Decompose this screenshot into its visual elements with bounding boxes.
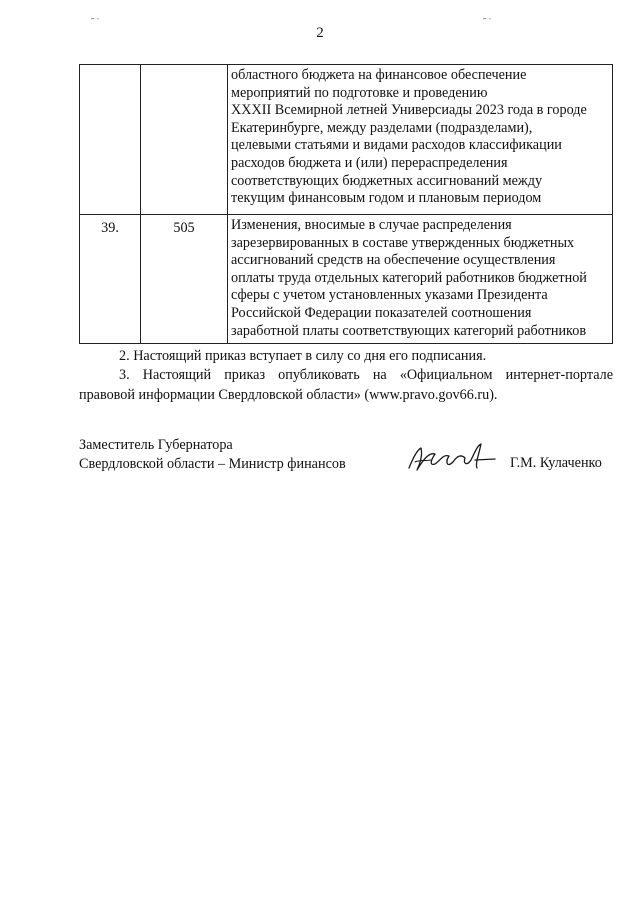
row-number-cell: 39.	[80, 215, 141, 344]
table-row	[80, 65, 613, 215]
handwritten-signature	[405, 440, 505, 476]
description-line: текущим финансовым годом и плановым периодом	[231, 190, 542, 207]
position-line: Свердловской области – Министр финансов	[79, 456, 346, 472]
position-line: Заместитель Губернатора	[79, 437, 233, 453]
description-line: XXXII Всемирной летней Универсиады 2023 года в городе	[231, 102, 587, 119]
top-mark-right: ˉˈ	[483, 17, 494, 28]
row-code-cell	[141, 65, 228, 215]
description-line: расходов бюджета и (или) перераспределения	[231, 154, 508, 171]
description-line: Екатеринбурге, между разделами (подразделами),	[231, 119, 533, 136]
page-number: 2	[316, 25, 324, 41]
description-line: сферы с учетом установленных указами Президента	[231, 287, 548, 304]
signatory-position	[79, 436, 346, 474]
description-line: мероприятий по подготовке и проведению	[231, 84, 488, 101]
row-description-cell	[228, 215, 613, 344]
row-code-cell: 505	[141, 215, 228, 344]
description-line: целевыми статьями и видами расходов классификации	[231, 137, 562, 154]
row-number-cell	[80, 65, 141, 215]
description-line: заработной платы соответствующих категорий работников	[231, 322, 587, 339]
description-line: ассигнований средств на обеспечение осуществления	[231, 252, 556, 269]
description-line: Изменения, вносимые в случае распределения	[231, 217, 512, 233]
description-line: соответствующих бюджетных ассигнований между	[231, 172, 543, 189]
description-line: Российской Федерации показателей соотношения	[231, 304, 532, 321]
description-line: областного бюджета на финансовое обеспечение	[231, 67, 527, 83]
paragraph-effective-date: 2. Настоящий приказ вступает в силу со дня его подписания.	[119, 348, 487, 364]
signatory-name: Г.М. Кулаченко	[510, 455, 602, 471]
table-row	[80, 215, 613, 344]
paragraph-publication: 3. Настоящий приказ опубликовать на «Официальном интернет-портале правовой информации Свердловской области» (www.pravo.gov66.ru).	[79, 367, 613, 403]
top-mark-left: ˉˈ	[91, 17, 102, 28]
description-line: оплаты труда отдельных категорий работников бюджетной	[231, 269, 587, 286]
budget-table	[79, 64, 613, 344]
description-line: зарезервированных в составе утвержденных бюджетных	[231, 234, 575, 251]
row-description-cell	[228, 65, 613, 215]
